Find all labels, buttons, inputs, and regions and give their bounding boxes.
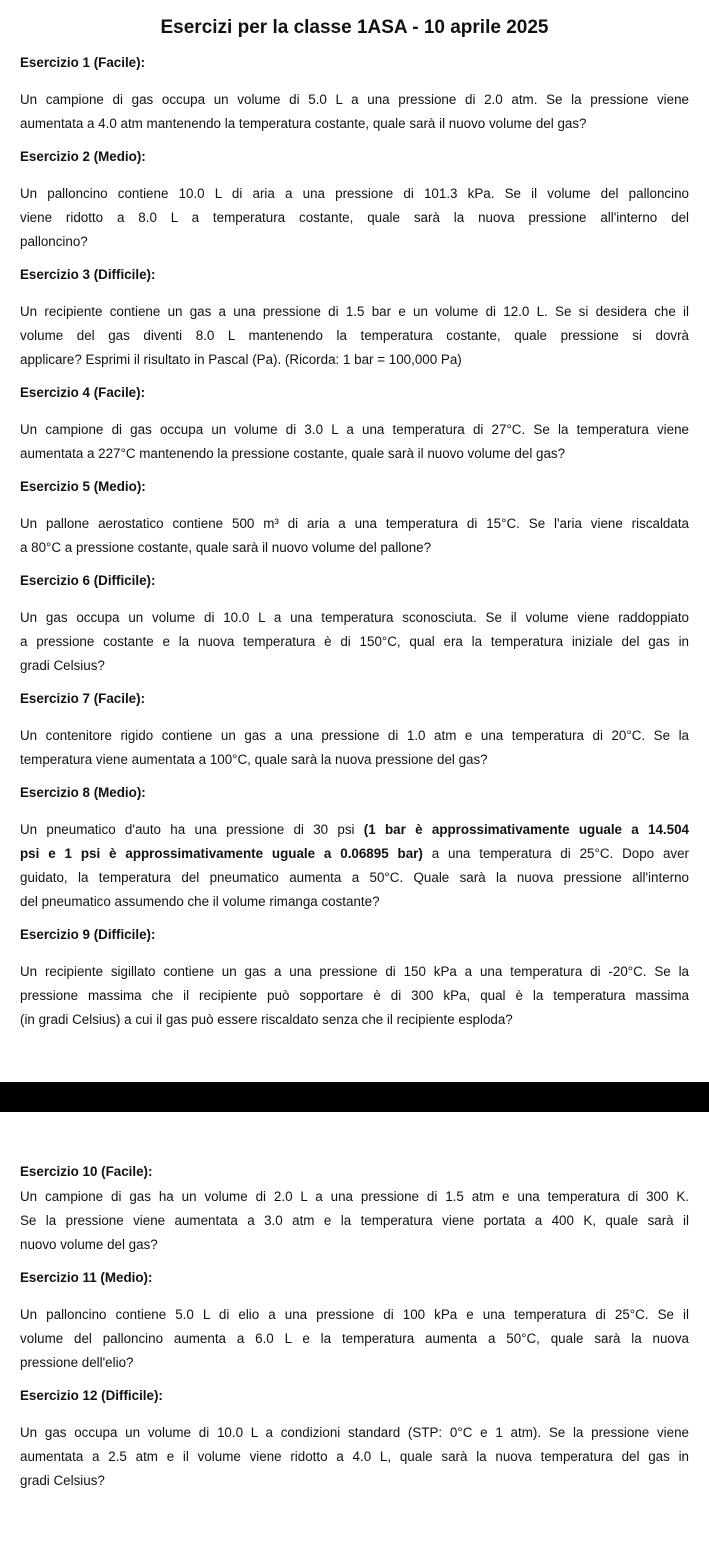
exercise-text — [20, 1421, 689, 1493]
text-line: aumentata a 4.0 atm mantenendo la temperatura costante, quale sarà il nuovo volume del gas? — [20, 116, 587, 131]
exercise-heading: Esercizio 6 (Difficile): — [20, 573, 156, 588]
exercise — [20, 381, 689, 466]
text-line: nuovo volume del gas? — [20, 1237, 158, 1252]
exercise-heading: Esercizio 5 (Medio): — [20, 479, 146, 494]
exercise-heading: Esercizio 8 (Medio): — [20, 785, 146, 800]
text-line: Un campione di gas occupa un volume di 5.0 L a una pressione di 2.0 atm. Se la pressione viene — [20, 92, 689, 107]
text-line: guidato, la temperatura del pneumatico aumenta a 50°C. Quale sarà la nuova pressione all'interno — [20, 870, 689, 885]
text-line: gradi Celsius? — [20, 1473, 105, 1488]
exercise — [20, 145, 689, 254]
text-line: a pressione costante e la nuova temperatura è di 150°C, qual era la temperatura iniziale del gas in — [20, 634, 689, 649]
exercise-text — [20, 418, 689, 466]
exercise-heading: Esercizio 2 (Medio): — [20, 149, 146, 164]
exercise — [20, 1384, 689, 1493]
exercise-text — [20, 88, 689, 136]
exercise — [20, 687, 689, 772]
text-line: viene ridotto a 8.0 L a temperatura costante, quale sarà la nuova pressione all'interno del — [20, 210, 689, 225]
exercise-text — [20, 512, 689, 560]
exercise-text — [20, 606, 689, 678]
bold-text: psi e 1 psi è approssimativamente uguale a 0.06895 bar) — [20, 846, 423, 861]
exercise-text — [20, 182, 689, 254]
text-line: volume del gas diventi 8.0 L mantenendo la temperatura costante, quale pressione si dovrà — [20, 328, 689, 343]
text-line: a 80°C a pressione costante, quale sarà il nuovo volume del pallone? — [20, 540, 432, 555]
exercise — [20, 923, 689, 1032]
text-line: Un campione di gas occupa un volume di 3.0 L a una temperatura di 27°C. Se la temperatura viene — [20, 422, 689, 437]
text-line: Un recipiente sigillato contiene un gas a una pressione di 150 kPa a una temperatura di -20°C. Se la — [20, 964, 689, 979]
exercise — [20, 475, 689, 560]
text-line: Un palloncino contiene 5.0 L di elio a una pressione di 100 kPa e una temperatura di 25°C. Se il — [20, 1307, 689, 1322]
text-line: Se la pressione viene aumentata a 3.0 atm e la temperatura viene portata a 400 K, quale sarà il — [20, 1213, 689, 1228]
exercise — [20, 1266, 689, 1375]
exercise-heading: Esercizio 7 (Facile): — [20, 691, 146, 706]
text-line: temperatura viene aumentata a 100°C, quale sarà la nuova pressione del gas? — [20, 752, 488, 767]
exercise-heading: Esercizio 4 (Facile): — [20, 385, 146, 400]
text-line: pressione dell'elio? — [20, 1355, 134, 1370]
text-line: applicare? Esprimi il risultato in Pascal (Pa). (Ricorda: 1 bar = 100,000 Pa) — [20, 352, 462, 367]
exercise-heading: Esercizio 12 (Difficile): — [20, 1388, 163, 1403]
text-segment: Un pneumatico d'auto ha una pressione di 30 psi — [20, 822, 364, 837]
document-title: Esercizi per la classe 1ASA - 10 aprile 2025 — [160, 17, 549, 38]
exercise — [20, 263, 689, 372]
exercise-heading: Esercizio 3 (Difficile): — [20, 267, 156, 282]
text-line: pressione massima che il recipiente può sopportare è di 300 kPa, qual è la temperatura massima — [20, 988, 689, 1003]
text-line: volume del palloncino aumenta a 6.0 L e la temperatura aumenta a 50°C, quale sarà la nuova — [20, 1331, 689, 1346]
exercise — [20, 51, 689, 136]
text-line: Un campione di gas ha un volume di 2.0 L a una pressione di 1.5 atm e una temperatura di 300 K. — [20, 1189, 689, 1204]
text-segment: a una temperatura di 25°C. Dopo aver — [422, 846, 690, 861]
bold-text: (1 bar è approssimativamente uguale a 14.504 — [363, 822, 689, 837]
exercise-heading: Esercizio 10 (Facile): — [20, 1164, 153, 1179]
text-line: aumentata a 227°C mantenendo la pressione costante, quale sarà il nuovo volume del gas? — [20, 446, 566, 461]
text-line: palloncino? — [20, 234, 88, 249]
text-line: (in gradi Celsius) a cui il gas può essere riscaldato senza che il recipiente esploda? — [20, 1012, 513, 1027]
page-2 — [20, 1160, 689, 1502]
text-line: Un contenitore rigido contiene un gas a una pressione di 1.0 atm e una temperatura di 20°C. Se la — [20, 728, 689, 743]
text-line: Un gas occupa un volume di 10.0 L a una temperatura sconosciuta. Se il volume viene raddoppiato — [20, 610, 689, 625]
exercise-heading: Esercizio 1 (Facile): — [20, 55, 146, 70]
text-line: Un gas occupa un volume di 10.0 L a condizioni standard (STP: 0°C e 1 atm). Se la pressione viene — [20, 1425, 689, 1440]
text-line: Un recipiente contiene un gas a una pressione di 1.5 bar e un volume di 12.0 L. Se si desidera che il — [20, 304, 689, 319]
exercise-text — [20, 1303, 689, 1375]
text-line — [20, 842, 689, 866]
text-line: gradi Celsius? — [20, 658, 105, 673]
text-line: Un pallone aerostatico contiene 500 m³ di aria a una temperatura di 15°C. Se l'aria viene riscaldata — [20, 516, 689, 531]
exercise — [20, 569, 689, 678]
page-separator — [0, 1082, 709, 1112]
exercise-heading: Esercizio 9 (Difficile): — [20, 927, 156, 942]
exercise-heading: Esercizio 11 (Medio): — [20, 1270, 153, 1285]
exercise-text — [20, 300, 689, 372]
text-line — [20, 818, 689, 842]
text-line: Un palloncino contiene 10.0 L di aria a una pressione di 101.3 kPa. Se il volume del palloncino — [20, 186, 689, 201]
exercise-text — [20, 818, 689, 914]
exercise-text — [20, 960, 689, 1032]
text-line: aumentata a 2.5 atm e il volume viene ridotto a 4.0 L, quale sarà la nuova temperatura del gas in — [20, 1449, 689, 1464]
exercise — [20, 1160, 689, 1257]
text-line: del pneumatico assumendo che il volume rimanga costante? — [20, 894, 380, 909]
exercise — [20, 781, 689, 914]
exercise-text — [20, 1185, 689, 1257]
page-1 — [20, 51, 689, 1041]
exercise-text — [20, 724, 689, 772]
